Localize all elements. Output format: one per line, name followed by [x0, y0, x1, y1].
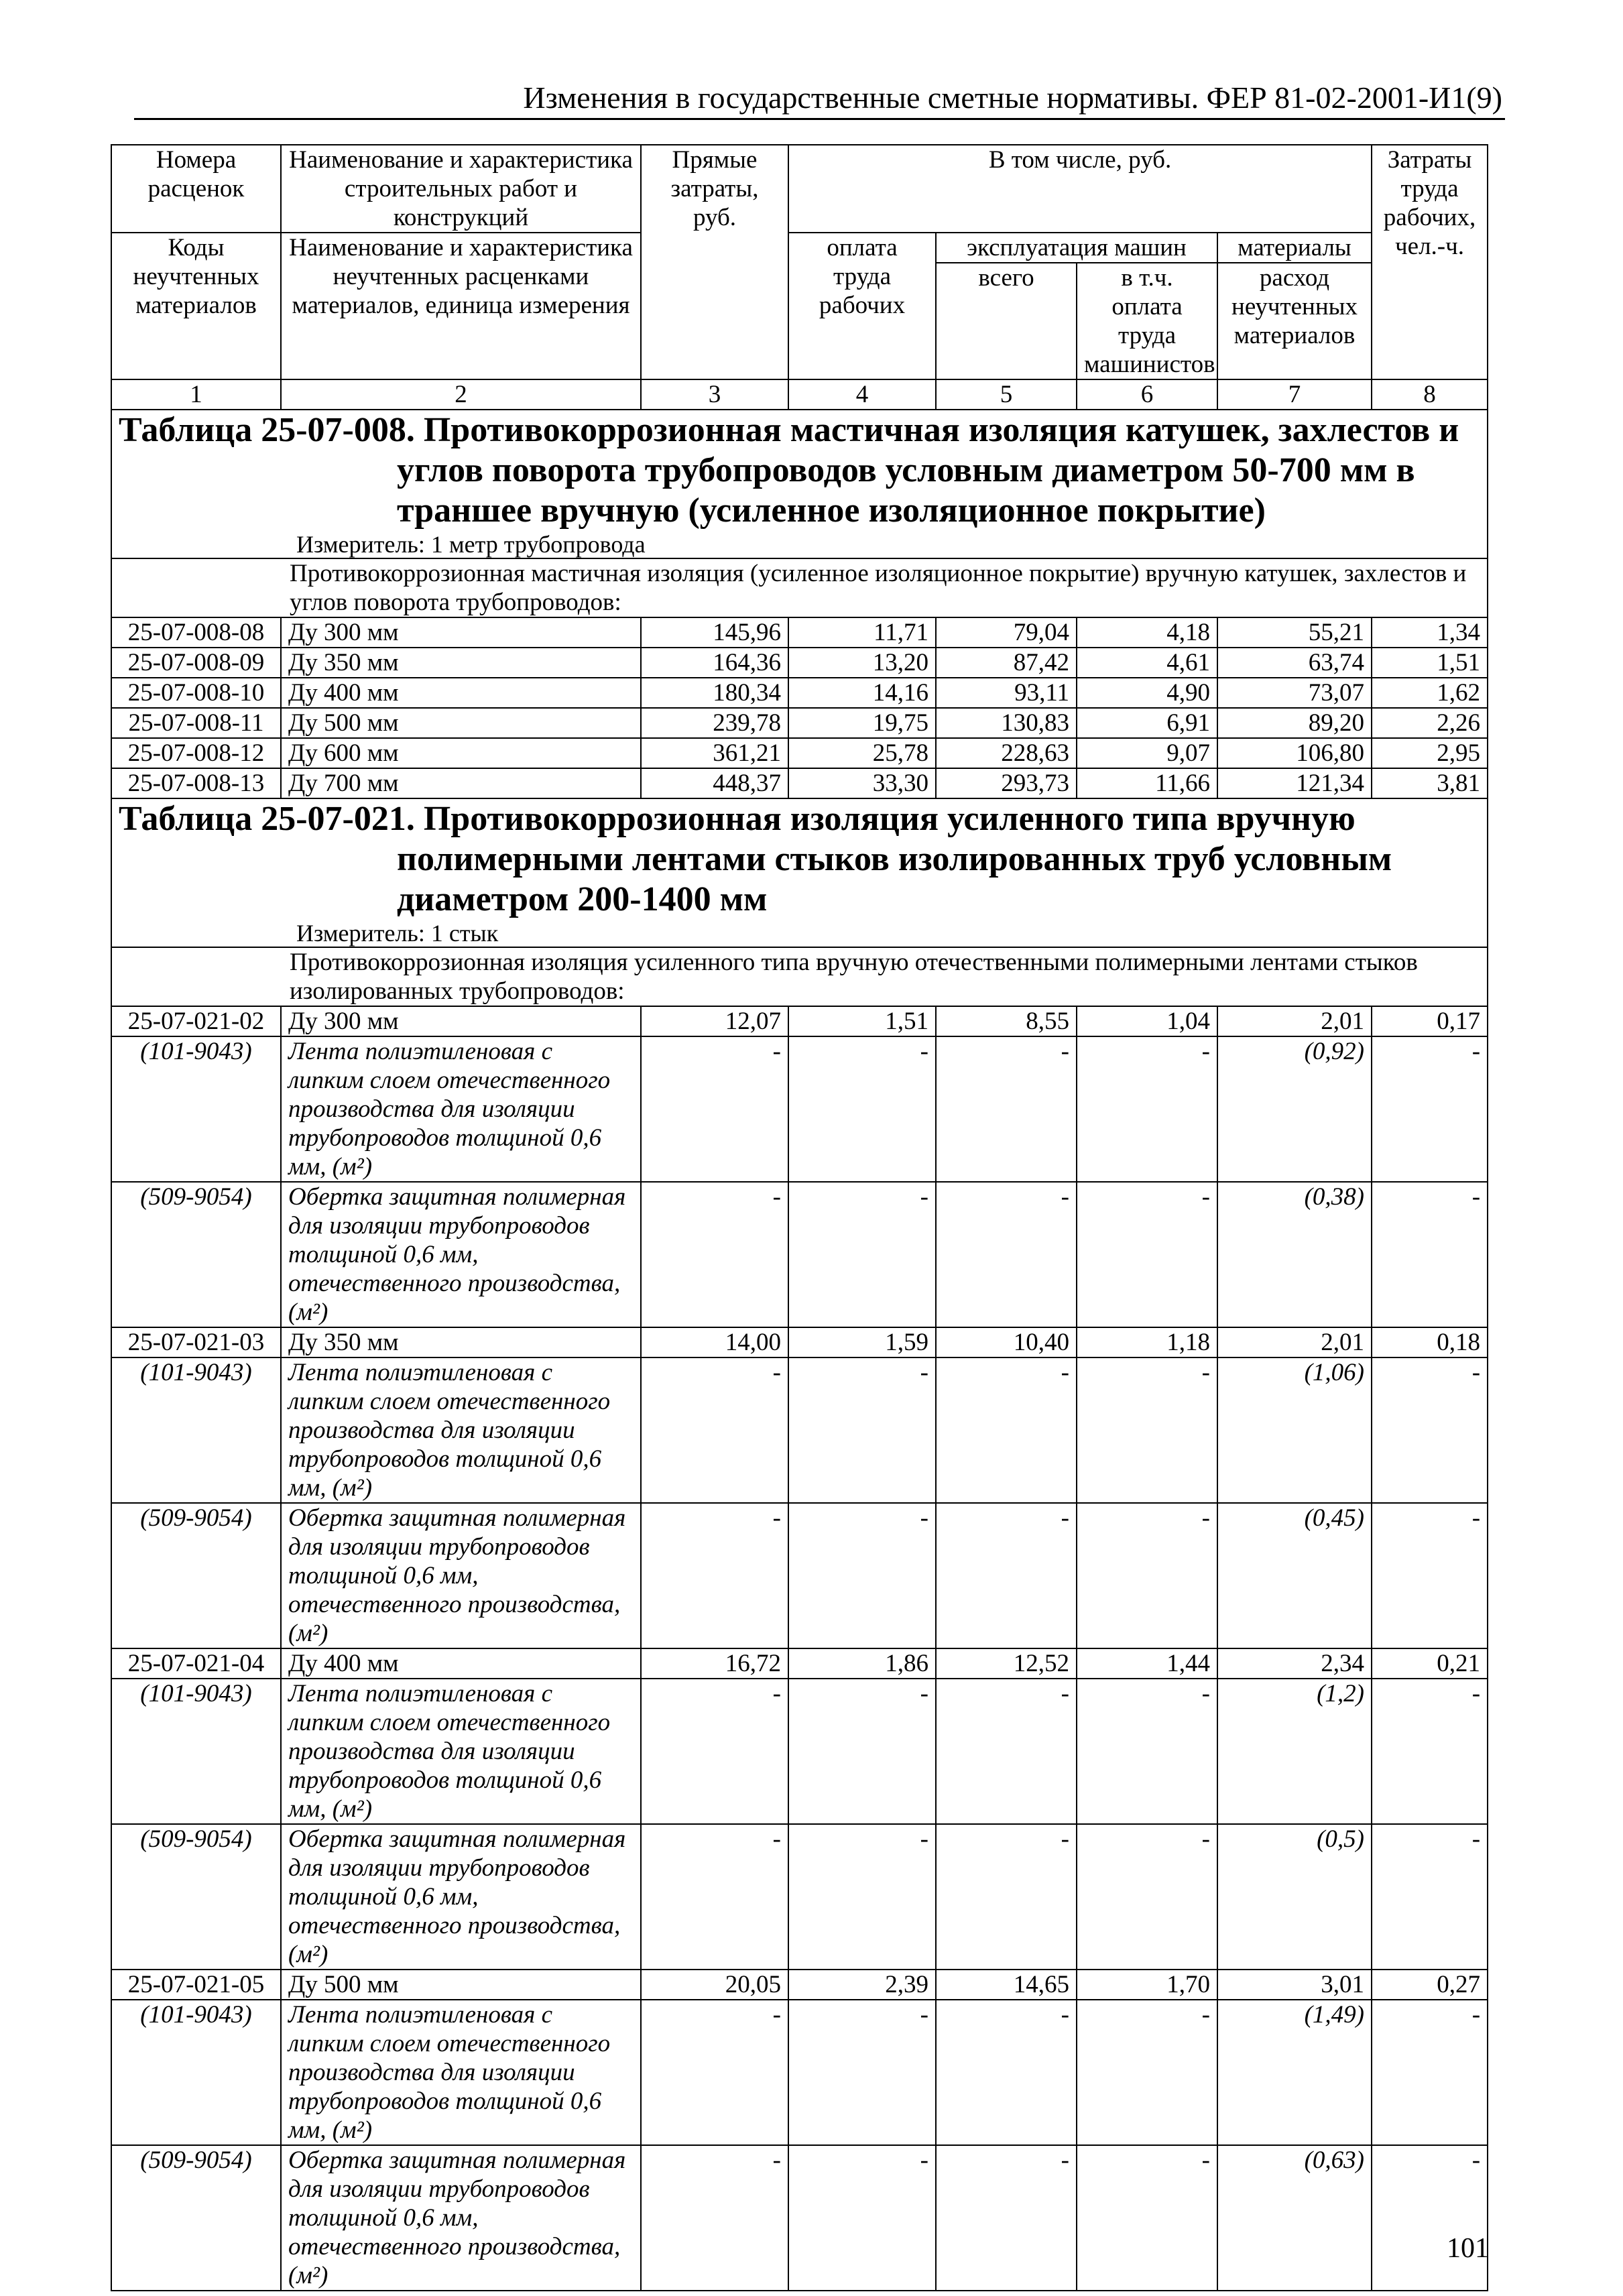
value-cell: 73,07 [1217, 678, 1372, 708]
value-cell: - [641, 1036, 788, 1182]
materials-header: материалы [1217, 233, 1372, 263]
value-cell: - [641, 2000, 788, 2145]
value-cell: 361,21 [641, 738, 788, 768]
value-cell: - [936, 1182, 1077, 1327]
value-cell: 1,51 [1372, 648, 1488, 678]
material-code: (101-9043) [111, 1357, 281, 1503]
rate-code: 25-07-008-11 [111, 708, 281, 738]
value-cell: 0,18 [1372, 1327, 1488, 1357]
material-row [111, 1503, 1488, 1648]
value-cell: 14,65 [936, 1970, 1077, 2000]
table1-measure: Измеритель: 1 метр трубопровода [296, 531, 646, 558]
value-cell: 1,51 [788, 1006, 936, 1036]
col8-header: Затраты труда рабочих, чел.-ч. [1372, 145, 1488, 379]
material-name: Обертка защитная полимерная для изоляции трубопроводов толщиной 0,6 мм, отечественного производства, (м²) [281, 1824, 641, 1970]
value-cell: - [641, 1503, 788, 1648]
col-number: 2 [281, 379, 641, 410]
material-name: Лента полиэтиленовая с липким слоем отечественного производства для изоляции трубопроводов толщиной 0,6 мм, (м²) [281, 2000, 641, 2145]
value-cell: 130,83 [936, 708, 1077, 738]
col1-bottom-header: Коды неучтенных материалов [111, 233, 281, 379]
value-cell: 106,80 [1217, 738, 1372, 768]
value-cell: 25,78 [788, 738, 936, 768]
material-name: Обертка защитная полимерная для изоляции трубопроводов толщиной 0,6 мм, отечественного производства, (м²) [281, 1503, 641, 1648]
col-number: 7 [1217, 379, 1372, 410]
col-number: 6 [1077, 379, 1217, 410]
value-cell: 2,39 [788, 1970, 936, 2000]
rates-table [111, 144, 1488, 2291]
value-cell: - [1372, 2145, 1488, 2291]
value-cell: 3,81 [1372, 768, 1488, 798]
value-cell: 4,18 [1077, 617, 1217, 648]
value-cell: 93,11 [936, 678, 1077, 708]
value-cell: 239,78 [641, 708, 788, 738]
table-row [111, 768, 1488, 798]
value-cell: 10,40 [936, 1327, 1077, 1357]
value-cell: 87,42 [936, 648, 1077, 678]
table1-title-row [111, 410, 1488, 558]
value-cell: 121,34 [1217, 768, 1372, 798]
value-cell: - [641, 1182, 788, 1327]
rate-name: Ду 400 мм [281, 1648, 641, 1679]
table2-title: Таблица 25-07-021. Противокоррозионная изоляция усиленного типа вручную полимерными лентами стыков изолированных труб условным диаметром 200-1400 мм [119, 800, 1392, 918]
value-cell: 8,55 [936, 1006, 1077, 1036]
value-cell: - [788, 1503, 936, 1648]
value-cell: 11,71 [788, 617, 936, 648]
table-row [111, 1327, 1488, 1357]
value-cell: - [1077, 2000, 1217, 2145]
value-cell: - [936, 1036, 1077, 1182]
value-cell: (0,92) [1217, 1036, 1372, 1182]
in-that-header: В том числе, руб. [788, 145, 1372, 233]
table-row [111, 648, 1488, 678]
value-cell: (0,5) [1217, 1824, 1372, 1970]
table1-title: Таблица 25-07-008. Противокоррозионная мастичная изоляция катушек, захлестов и углов поворота трубопроводов условным диаметром 50-700 мм в траншее вручную (усиленное изоляционное покрытие) [119, 411, 1459, 530]
material-code: (509-9054) [111, 2145, 281, 2291]
value-cell: 14,00 [641, 1327, 788, 1357]
value-cell: - [1077, 1503, 1217, 1648]
value-cell: 63,74 [1217, 648, 1372, 678]
value-cell: 1,59 [788, 1327, 936, 1357]
table-row [111, 738, 1488, 768]
col7-header: расход неучтенных материалов [1217, 263, 1372, 379]
col3-header: Прямые затраты, руб. [641, 145, 788, 379]
table-row [111, 1006, 1488, 1036]
value-cell: - [1077, 1182, 1217, 1327]
col-number: 4 [788, 379, 936, 410]
value-cell: 1,04 [1077, 1006, 1217, 1036]
material-row [111, 2000, 1488, 2145]
value-cell: - [1372, 1036, 1488, 1182]
value-cell: - [1372, 1824, 1488, 1970]
value-cell: 448,37 [641, 768, 788, 798]
header-row-1 [111, 145, 1488, 233]
value-cell: - [641, 1824, 788, 1970]
value-cell: - [936, 1357, 1077, 1503]
value-cell: 2,26 [1372, 708, 1488, 738]
col4-header: оплата труда рабочих [788, 233, 936, 379]
material-code: (101-9043) [111, 1036, 281, 1182]
machines-header: эксплуатация машин [936, 233, 1217, 263]
value-cell: - [936, 1824, 1077, 1970]
column-numbers-row [111, 379, 1488, 410]
value-cell: 180,34 [641, 678, 788, 708]
value-cell: 16,72 [641, 1648, 788, 1679]
table2-desc-row [111, 947, 1488, 1006]
rate-code: 25-07-021-03 [111, 1327, 281, 1357]
rate-code: 25-07-021-04 [111, 1648, 281, 1679]
material-row [111, 1182, 1488, 1327]
value-cell: (0,45) [1217, 1503, 1372, 1648]
col6-header: в т.ч. оплата труда машинистов [1077, 263, 1217, 379]
value-cell: - [1372, 1679, 1488, 1824]
value-cell: - [936, 1503, 1077, 1648]
material-code: (509-9054) [111, 1824, 281, 1970]
rate-name: Ду 700 мм [281, 768, 641, 798]
value-cell: 2,01 [1217, 1327, 1372, 1357]
value-cell: 14,16 [788, 678, 936, 708]
value-cell: - [788, 2000, 936, 2145]
value-cell: 145,96 [641, 617, 788, 648]
rate-name: Ду 300 мм [281, 1006, 641, 1036]
value-cell: 79,04 [936, 617, 1077, 648]
rate-name: Ду 500 мм [281, 708, 641, 738]
rate-name: Ду 600 мм [281, 738, 641, 768]
material-name: Обертка защитная полимерная для изоляции трубопроводов толщиной 0,6 мм, отечественного производства, (м²) [281, 1182, 641, 1327]
col2-bottom-header: Наименование и характеристика неучтенных расценками материалов, единица измерения [281, 233, 641, 379]
value-cell: 89,20 [1217, 708, 1372, 738]
material-name: Лента полиэтиленовая с липким слоем отечественного производства для изоляции трубопроводов толщиной 0,6 мм, (м²) [281, 1036, 641, 1182]
rate-name: Ду 350 мм [281, 648, 641, 678]
value-cell: 2,34 [1217, 1648, 1372, 1679]
rate-name: Ду 500 мм [281, 1970, 641, 2000]
page-header-title: Изменения в государственные сметные нормативы. ФЕР 81-02-2001-И1(9) [523, 80, 1502, 115]
value-cell: 4,61 [1077, 648, 1217, 678]
value-cell: - [641, 1679, 788, 1824]
value-cell: 1,86 [788, 1648, 936, 1679]
rate-code: 25-07-008-09 [111, 648, 281, 678]
value-cell: 3,01 [1217, 1970, 1372, 2000]
col1-top-header: Номера расценок [111, 145, 281, 233]
material-name: Обертка защитная полимерная для изоляции трубопроводов толщиной 0,6 мм, отечественного производства, (м²) [281, 2145, 641, 2291]
col5-header: всего [936, 263, 1077, 379]
value-cell: 293,73 [936, 768, 1077, 798]
value-cell: (0,63) [1217, 2145, 1372, 2291]
table-row [111, 1648, 1488, 1679]
rate-code: 25-07-008-13 [111, 768, 281, 798]
value-cell: - [641, 1357, 788, 1503]
value-cell: - [788, 1036, 936, 1182]
value-cell: 1,34 [1372, 617, 1488, 648]
material-code: (509-9054) [111, 1182, 281, 1327]
value-cell: 33,30 [788, 768, 936, 798]
value-cell: 13,20 [788, 648, 936, 678]
material-row [111, 1357, 1488, 1503]
rate-code: 25-07-008-08 [111, 617, 281, 648]
value-cell: - [1077, 1357, 1217, 1503]
page-header [134, 79, 1505, 120]
value-cell: 164,36 [641, 648, 788, 678]
value-cell: 1,70 [1077, 1970, 1217, 2000]
material-name: Лента полиэтиленовая с липким слоем отечественного производства для изоляции трубопроводов толщиной 0,6 мм, (м²) [281, 1357, 641, 1503]
value-cell: 19,75 [788, 708, 936, 738]
value-cell: 12,07 [641, 1006, 788, 1036]
table2-title-row [111, 798, 1488, 947]
material-code: (101-9043) [111, 1679, 281, 1824]
value-cell: 11,66 [1077, 768, 1217, 798]
table2-description: Противокоррозионная изоляция усиленного типа вручную отечественными полимерными лентами стыков изолированных трубопроводов: [111, 947, 1488, 1006]
col-number: 1 [111, 379, 281, 410]
value-cell: 20,05 [641, 1970, 788, 2000]
value-cell: 1,44 [1077, 1648, 1217, 1679]
page-number: 101 [1447, 2233, 1489, 2264]
value-cell: - [1372, 1503, 1488, 1648]
material-name: Лента полиэтиленовая с липким слоем отечественного производства для изоляции трубопроводов толщиной 0,6 мм, (м²) [281, 1679, 641, 1824]
rate-code: 25-07-008-12 [111, 738, 281, 768]
col-number: 5 [936, 379, 1077, 410]
rate-code: 25-07-021-02 [111, 1006, 281, 1036]
col-number: 3 [641, 379, 788, 410]
value-cell: - [788, 1357, 936, 1503]
value-cell: 2,01 [1217, 1006, 1372, 1036]
table-row [111, 678, 1488, 708]
value-cell: 0,27 [1372, 1970, 1488, 2000]
table2-measure: Измеритель: 1 стык [296, 920, 499, 947]
material-code: (101-9043) [111, 2000, 281, 2145]
rate-name: Ду 400 мм [281, 678, 641, 708]
col-number: 8 [1372, 379, 1488, 410]
table2-body [111, 1006, 1488, 2291]
table1-desc-row [111, 558, 1488, 617]
material-row [111, 2145, 1488, 2291]
value-cell: - [1372, 1357, 1488, 1503]
rate-code: 25-07-021-05 [111, 1970, 281, 2000]
value-cell: (1,2) [1217, 1679, 1372, 1824]
table1-description: Противокоррозионная мастичная изоляция (усиленное изоляционное покрытие) вручную катушек, захлестов и углов поворота трубопроводов: [111, 558, 1488, 617]
value-cell: 55,21 [1217, 617, 1372, 648]
value-cell: - [788, 2145, 936, 2291]
value-cell: - [1077, 1679, 1217, 1824]
value-cell: 1,18 [1077, 1327, 1217, 1357]
value-cell: 0,21 [1372, 1648, 1488, 1679]
value-cell: 6,91 [1077, 708, 1217, 738]
header-row-2 [111, 233, 1488, 263]
value-cell: - [641, 2145, 788, 2291]
material-row [111, 1036, 1488, 1182]
material-row [111, 1824, 1488, 1970]
value-cell: (1,06) [1217, 1357, 1372, 1503]
table1-body [111, 617, 1488, 798]
value-cell: - [1077, 1036, 1217, 1182]
value-cell: - [1077, 1824, 1217, 1970]
table-row [111, 1970, 1488, 2000]
material-code: (509-9054) [111, 1503, 281, 1648]
value-cell: 9,07 [1077, 738, 1217, 768]
value-cell: - [788, 1182, 936, 1327]
value-cell: - [1077, 2145, 1217, 2291]
rate-code: 25-07-008-10 [111, 678, 281, 708]
table-row [111, 617, 1488, 648]
value-cell: - [936, 1679, 1077, 1824]
value-cell: - [788, 1824, 936, 1970]
value-cell: - [788, 1679, 936, 1824]
value-cell: - [936, 2145, 1077, 2291]
rate-name: Ду 350 мм [281, 1327, 641, 1357]
material-row [111, 1679, 1488, 1824]
value-cell: 0,17 [1372, 1006, 1488, 1036]
value-cell: 2,95 [1372, 738, 1488, 768]
value-cell: 4,90 [1077, 678, 1217, 708]
value-cell: - [1372, 1182, 1488, 1327]
value-cell: 1,62 [1372, 678, 1488, 708]
table-row [111, 708, 1488, 738]
col2-top-header: Наименование и характеристика строительных работ и конструкций [281, 145, 641, 233]
rate-name: Ду 300 мм [281, 617, 641, 648]
value-cell: - [936, 2000, 1077, 2145]
value-cell: - [1372, 2000, 1488, 2145]
value-cell: 228,63 [936, 738, 1077, 768]
value-cell: 12,52 [936, 1648, 1077, 1679]
value-cell: (1,49) [1217, 2000, 1372, 2145]
value-cell: (0,38) [1217, 1182, 1372, 1327]
